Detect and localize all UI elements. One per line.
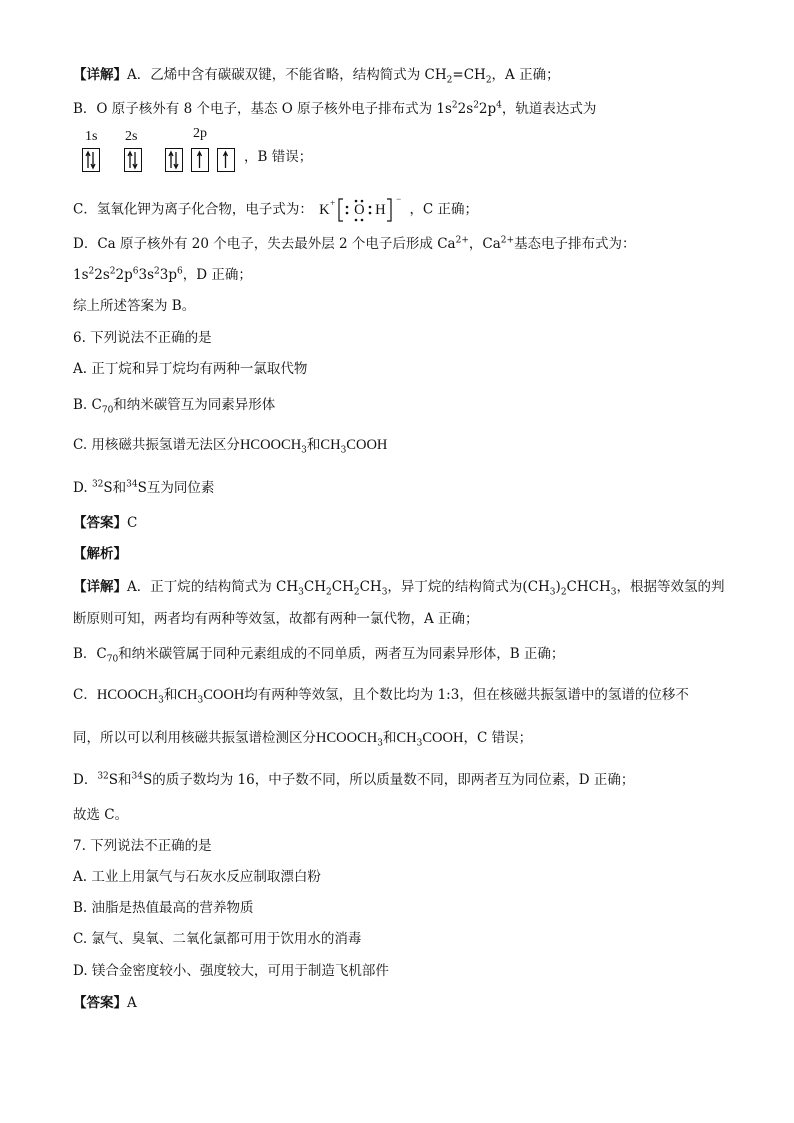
text: 和: [306, 437, 321, 453]
text: D．Ca 原子核外有 20 个电子，失去最外层 2 个电子后形成 Ca: [73, 236, 456, 252]
text: 和纳米碳管属于同种元素组成的不同单质，两者互为同素异形体，B 正确；: [118, 646, 565, 662]
q6-stem: 6. 下列说法不正确的是: [73, 330, 212, 346]
superscript: 6: [132, 266, 139, 277]
subscript: 3: [298, 587, 304, 598]
q5-detail-line-d-config: [73, 266, 252, 284]
up-electron-icon: [218, 149, 234, 171]
superscript: 4: [496, 100, 502, 111]
answer-value: C: [127, 515, 138, 531]
q6-exp-b: [73, 645, 564, 663]
subscript: 3: [158, 695, 164, 706]
text: 2s: [94, 267, 110, 283]
orbital-label-1s: 1s: [85, 129, 98, 144]
paired-electrons-icon: [83, 149, 99, 171]
oxygen-symbol: O: [354, 202, 365, 218]
q6-exp-a: [73, 578, 725, 596]
text: ，C 正确；: [409, 201, 479, 218]
formula: HCOOCH: [316, 730, 378, 746]
text: C．: [73, 687, 97, 703]
superscript: 2: [451, 100, 458, 111]
potassium-symbol: K: [319, 202, 330, 218]
text: 和: [163, 687, 178, 703]
hydrogen-symbol: H: [375, 202, 386, 218]
text: ，根据等效氢的判: [616, 579, 725, 595]
subscript: 3: [197, 695, 204, 706]
formula: COOH: [346, 437, 388, 453]
text: 3p: [159, 267, 177, 283]
answer-tag: 【答案】: [73, 995, 127, 1011]
q7-option-d: D. 镁合金密度较小、强度较大，可用于制造飞机部件: [73, 963, 389, 979]
superscript: 2+: [455, 235, 469, 246]
q5-detail-line-a: [73, 66, 560, 84]
text: A．乙烯中含有碳碳双键，不能省略，结构简式为 CH: [127, 67, 447, 83]
text: B．O 原子核外有 8 个电子，基态 O 原子核外电子排布式为 1s: [73, 101, 452, 117]
text: D.: [73, 480, 92, 496]
formula: COOH: [422, 730, 464, 746]
orbital-box-2s: [124, 148, 142, 172]
text: 2p: [115, 267, 133, 283]
subscript: 2: [326, 587, 332, 598]
q5-detail-line-c: [73, 194, 479, 222]
superscript: 2: [154, 266, 160, 277]
subscript: 3: [549, 587, 556, 598]
orbital-box-2p-2: [191, 148, 209, 172]
q7-option-c: C. 氯气、臭氧、二氧化氯都可用于饮用水的消毒: [73, 931, 362, 947]
koh-electron-formula: K + O H −: [317, 198, 405, 222]
superscript: 34: [126, 479, 138, 490]
orbital-label-2s: 2s: [125, 129, 138, 144]
orbital-tail: ，B 错误；: [244, 149, 313, 165]
text: A．正丁烷的结构简式为 CH: [127, 579, 299, 595]
q5-detail-line-b: [73, 100, 596, 118]
text: 基态电子排布式为：: [514, 236, 636, 252]
text: ，轨道表达式为: [501, 101, 597, 117]
q6-exp-c: [73, 686, 689, 704]
text: 和: [382, 730, 397, 746]
text: 3s: [138, 267, 155, 283]
q6-exp-a-line2: 断原则可知，两者均有两种等效氢，故都有两种一氯代物，A 正确；: [73, 611, 479, 627]
subscript: 3: [301, 445, 307, 456]
orbital-box-1s: [82, 148, 100, 172]
text: C. 用核磁共振氢谱无法区分: [73, 437, 240, 453]
q7-answer: [73, 994, 137, 1012]
text: B. C: [73, 397, 102, 413]
bracket-electron-dots: [335, 196, 405, 224]
q5-detail-line-d: [73, 235, 636, 253]
text: S的质子数均为 16，中子数不同，所以质量数不同，即两者互为同位素，D 正确；: [142, 772, 635, 788]
formula: CH: [320, 437, 341, 453]
q6-answer: [73, 514, 137, 532]
text: ，A 正确；: [491, 67, 560, 83]
superscript: 2: [109, 266, 116, 277]
detail-tag: 【详解】: [73, 67, 127, 83]
text: 2p: [478, 101, 497, 117]
superscript: 2: [473, 100, 479, 111]
text: CH: [331, 579, 354, 595]
text: C．氢氧化钾为离子化合物，电子式为：: [73, 201, 313, 218]
text: 均有两种等效氢，且个数比均为 1:3，但在核磁共振氢谱中的氢谱的位移不: [244, 687, 689, 703]
superscript: 6: [177, 266, 183, 277]
text: S互为同位素: [137, 480, 215, 496]
superscript: 34: [131, 771, 143, 782]
subscript: 2: [446, 75, 453, 86]
text: S和: [108, 772, 132, 788]
q6-option-d: [73, 479, 214, 497]
text: 和纳米碳管互为同素异形体: [113, 397, 276, 413]
orbital-box-2p-1: [165, 148, 183, 172]
text: 2s: [457, 101, 474, 117]
superscript: 2+: [500, 235, 515, 246]
answer-value: A: [127, 995, 137, 1011]
up-electron-icon: [192, 149, 208, 171]
q7-option-a: A. 工业上用氯气与石灰水反应制取漂白粉: [73, 869, 321, 885]
text: =CH: [452, 67, 486, 83]
superscript: 32: [97, 771, 109, 782]
orbital-box-2p-3: [217, 148, 235, 172]
subscript: 3: [381, 587, 388, 598]
subscript: 3: [610, 587, 617, 598]
subscript: 70: [101, 405, 114, 416]
text: ，D 正确；: [182, 267, 252, 283]
paired-electrons-icon: [166, 149, 182, 171]
paired-electrons-icon: [125, 149, 141, 171]
subscript: 2: [560, 587, 567, 598]
detail-tag: 【详解】: [73, 579, 127, 595]
text: ，C 错误；: [463, 730, 533, 746]
subscript: 3: [340, 445, 347, 456]
formula: HCOOCH: [239, 437, 302, 453]
text: CH: [303, 579, 326, 595]
text: ，Ca: [468, 236, 501, 252]
text: S和: [103, 480, 127, 496]
q6-option-b: [73, 396, 275, 414]
text: B．C: [73, 646, 107, 662]
subscript: 2: [353, 587, 360, 598]
text: CH: [359, 579, 382, 595]
superscript: 2: [88, 266, 95, 277]
q6-analysis-tag: 【解析】: [73, 546, 127, 562]
subscript: 3: [377, 738, 383, 749]
subscript: 3: [416, 738, 423, 749]
formula: CH: [177, 687, 198, 703]
orbital-label-2p: 2p: [193, 126, 207, 141]
q5-summary: 综上所述答案为 B。: [73, 298, 196, 314]
q6-exp-c-line2: [73, 729, 532, 747]
text: CHCH: [566, 579, 611, 595]
answer-tag: 【答案】: [73, 515, 127, 531]
subscript: 70: [106, 654, 119, 665]
text: ): [555, 579, 561, 595]
formula: CH: [396, 730, 417, 746]
text: 1s: [73, 267, 89, 283]
q7-stem: 7. 下列说法不正确的是: [73, 838, 212, 854]
text: 同，所以可以利用核磁共振氢谱检测区分: [73, 730, 316, 746]
formula: COOH: [203, 687, 245, 703]
q7-option-b: B. 油脂是热值最高的营养物质: [73, 900, 254, 916]
formula: HCOOCH: [96, 687, 159, 703]
superscript: 32: [91, 479, 104, 490]
q6-option-a: A. 正丁烷和异丁烷均有两种一氯取代物: [73, 361, 308, 377]
q6-option-c: [73, 436, 387, 454]
q6-conclusion: 故选 C。: [73, 807, 129, 823]
text: ，异丁烷的结构简式为(CH: [387, 579, 550, 595]
subscript: 2: [485, 75, 492, 86]
text: D．: [73, 772, 98, 788]
q6-exp-d: [73, 771, 634, 789]
